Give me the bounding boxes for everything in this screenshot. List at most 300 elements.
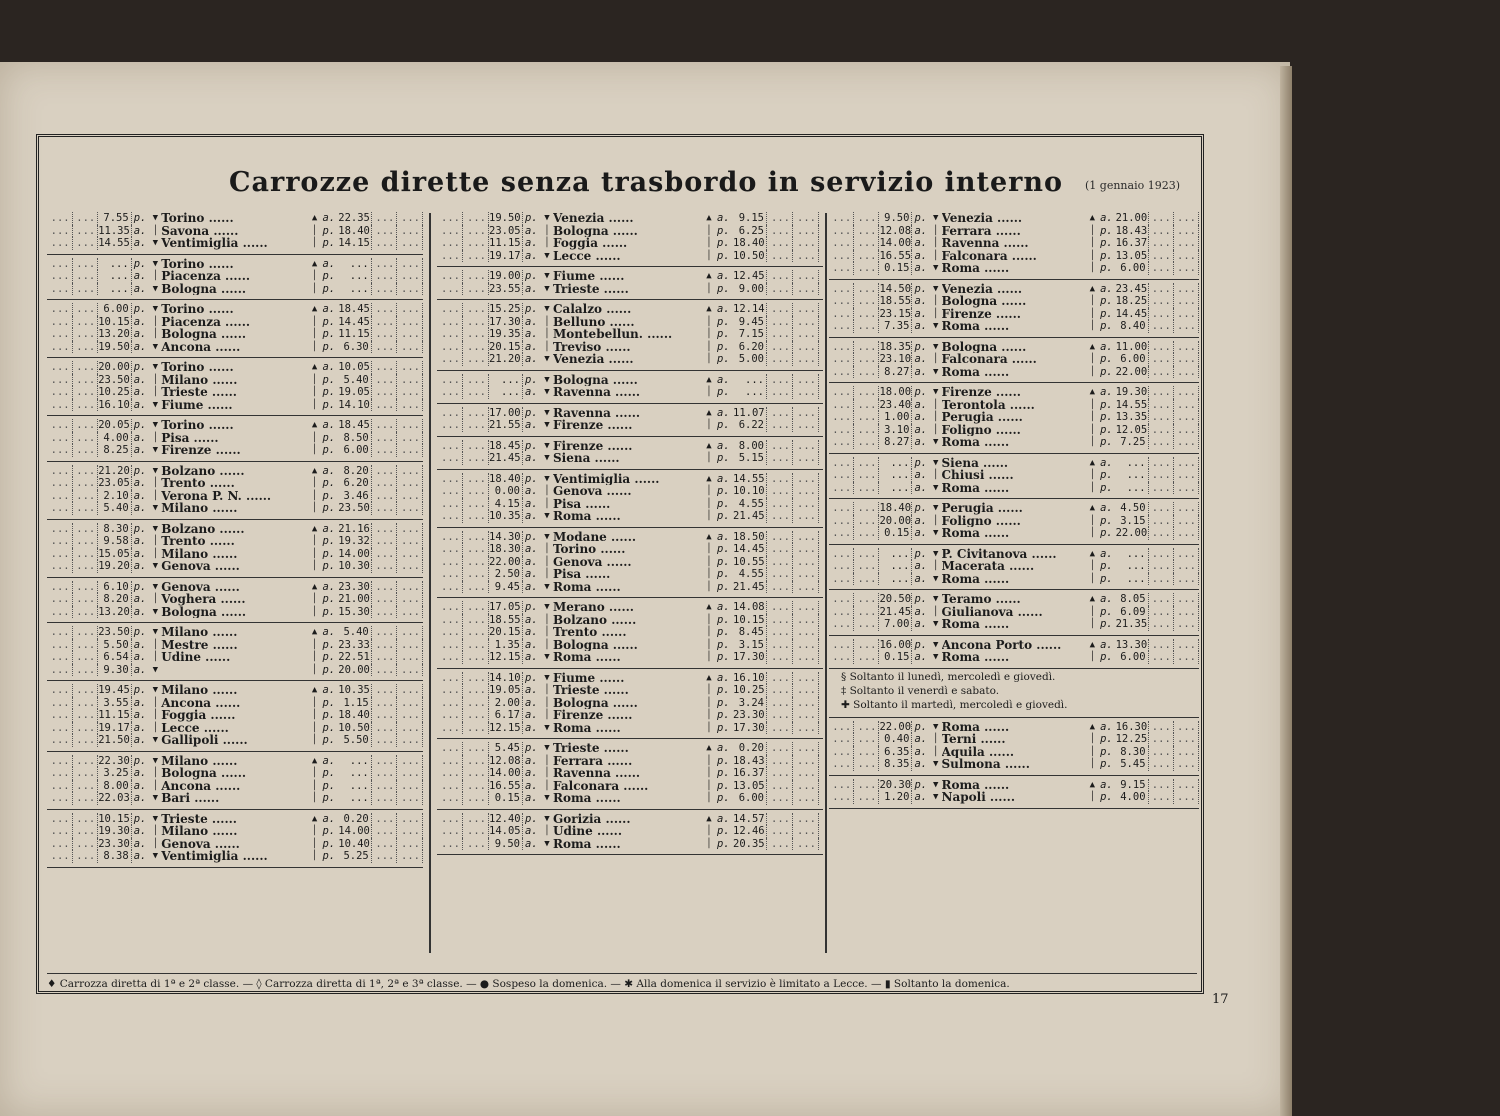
time-cell: ... [829, 436, 854, 449]
station-name: Pisa ...... [161, 431, 219, 444]
arrival-departure-mark: a. [914, 481, 928, 494]
route-block [829, 590, 1199, 636]
arrival-departure-mark: a. [717, 671, 730, 684]
time-cell: ... [793, 303, 819, 316]
arrival-departure-mark: a. [133, 792, 147, 804]
time-cell: ... [437, 709, 463, 722]
arrival-departure-mark: p. [133, 464, 147, 477]
time-cell: ... [372, 303, 398, 316]
timetable-row [47, 258, 423, 271]
station-name: Treviso ...... [553, 340, 631, 353]
departure-time: 13.20 [98, 328, 130, 340]
time-cell: ... [767, 250, 793, 263]
arrival-departure-mark: a. [914, 295, 928, 307]
timetable-row [47, 626, 423, 639]
time-cell: ... [767, 283, 793, 296]
station-name: Genova ...... [161, 580, 240, 593]
direction-arrow-icon: │ [311, 652, 318, 662]
time-cell: ... [1174, 593, 1199, 606]
arrival-time: 21.16 [338, 522, 370, 535]
time-cell: ... [372, 792, 398, 805]
arrival-departure-mark: a. [133, 767, 147, 779]
time-cell: ... [1149, 283, 1174, 296]
timetable-row [829, 502, 1199, 515]
time-cell: ... [854, 250, 879, 263]
direction-arrow-icon: ▲ [706, 440, 712, 451]
direction-arrow-icon: │ [152, 639, 159, 650]
arrival-time: ... [1116, 548, 1149, 561]
arrival-departure-mark: a. [914, 651, 928, 663]
station-name: Roma ...... [941, 778, 1010, 791]
time-cell: ... [1149, 651, 1174, 664]
route-block [437, 470, 823, 528]
time-cell: ... [463, 283, 489, 296]
time-cell: ... [793, 225, 819, 238]
time-cell: ... [372, 490, 398, 503]
time-cell: ... [437, 328, 463, 341]
arrival-time: 6.00 [1116, 262, 1149, 275]
station-name: Napoli ...... [941, 791, 1015, 804]
station-name: Firenze ...... [553, 439, 633, 452]
time-cell: ... [437, 419, 463, 432]
departure-time: 16.00 [879, 638, 912, 651]
direction-arrow-icon: │ [1089, 652, 1095, 662]
direction-arrow-icon: │ [706, 780, 712, 791]
timetable-row [437, 237, 823, 250]
time-cell: ... [73, 722, 99, 735]
time-cell: ... [372, 626, 398, 639]
direction-arrow-icon: │ [706, 639, 712, 650]
arrival-time: 19.30 [1115, 386, 1148, 398]
direction-arrow-icon: ▼ [152, 685, 159, 695]
departure-time: 9.58 [98, 535, 131, 548]
direction-arrow-icon: │ [544, 486, 550, 496]
arrival-departure-mark: p. [914, 502, 928, 514]
time-cell: ... [47, 697, 73, 710]
time-cell: ... [397, 606, 423, 619]
arrival-departure-mark: a. [1100, 638, 1113, 651]
station-name: Bologna ...... [161, 282, 247, 295]
direction-arrow-icon: ▼ [932, 366, 939, 377]
direction-arrow-icon: │ [706, 722, 712, 733]
time-cell: ... [463, 225, 489, 238]
time-cell: ... [463, 374, 489, 387]
time-cell: ... [437, 270, 463, 283]
departure-time: 20.05 [98, 419, 130, 431]
time-cell: ... [793, 283, 819, 296]
time-cell: ... [437, 498, 463, 511]
timetable-row [47, 386, 423, 399]
time-cell: ... [1149, 353, 1174, 366]
direction-arrow-icon: │ [1089, 308, 1095, 319]
arrival-departure-mark: a. [322, 754, 336, 767]
route-block [437, 669, 823, 740]
time-cell: ... [463, 838, 489, 851]
direction-arrow-icon: │ [544, 225, 550, 236]
arrival-time: 14.45 [338, 315, 370, 328]
time-cell: ... [73, 548, 99, 561]
time-cell: ... [1149, 502, 1174, 515]
arrival-departure-mark: p. [133, 212, 147, 224]
direction-arrow-icon: ▼ [932, 437, 939, 447]
station-name: Perugia ...... [941, 411, 1023, 424]
departure-time: 11.35 [98, 224, 130, 237]
departure-time: 3.25 [98, 767, 131, 780]
route-block [829, 280, 1199, 338]
station-name: Ventimiglia ...... [161, 237, 268, 250]
timetable-row [47, 341, 423, 354]
time-cell: ... [372, 560, 398, 573]
time-cell: ... [47, 465, 73, 478]
departure-time: ... [489, 374, 523, 387]
time-cell: ... [1174, 791, 1199, 804]
time-cell: ... [854, 791, 879, 804]
time-cell: ... [793, 722, 819, 735]
arrival-departure-mark: a. [133, 224, 147, 237]
route-block [437, 371, 823, 404]
arrival-departure-mark: a. [525, 721, 538, 734]
arrival-departure-mark: p. [717, 709, 730, 721]
arrival-departure-mark: a. [914, 733, 928, 745]
arrival-departure-mark: a. [133, 593, 147, 605]
arrival-departure-mark: p. [322, 315, 336, 328]
time-cell: ... [372, 709, 398, 722]
time-cell: ... [829, 721, 854, 734]
time-cell: ... [829, 779, 854, 792]
arrival-departure-mark: a. [914, 307, 928, 320]
time-cell: ... [437, 452, 463, 465]
departure-time: 6.10 [98, 581, 131, 594]
timetable-row [829, 721, 1199, 734]
arrival-departure-mark: a. [133, 444, 147, 456]
direction-arrow-icon: │ [1089, 606, 1095, 617]
arrival-time: 6.20 [338, 477, 371, 490]
direction-arrow-icon: │ [706, 354, 712, 364]
arrival-departure-mark: a. [525, 386, 538, 398]
direction-arrow-icon: ▼ [152, 465, 159, 476]
time-cell: ... [463, 353, 489, 366]
arrival-departure-mark: a. [525, 651, 538, 663]
arrival-departure-mark: a. [525, 792, 538, 804]
time-cell: ... [437, 303, 463, 316]
station-name: Roma ...... [553, 721, 621, 734]
arrival-departure-mark: p. [717, 555, 730, 568]
time-cell: ... [397, 270, 423, 283]
arrival-departure-mark: p. [322, 560, 336, 572]
direction-arrow-icon: │ [1089, 528, 1095, 538]
arrival-departure-mark: a. [914, 745, 928, 758]
direction-arrow-icon: │ [706, 420, 712, 430]
direction-arrow-icon: │ [1089, 470, 1095, 480]
time-cell: ... [73, 303, 99, 316]
arrival-time: 23.45 [1115, 282, 1148, 295]
timetable-row [47, 477, 423, 490]
time-cell: ... [793, 316, 819, 329]
direction-arrow-icon: ▲ [706, 602, 712, 612]
time-cell: ... [767, 722, 793, 735]
arrival-departure-mark: a. [525, 419, 538, 431]
direction-arrow-icon: │ [544, 498, 550, 509]
timetable-row [47, 767, 423, 780]
time-cell: ... [397, 386, 423, 399]
time-cell: ... [73, 626, 99, 639]
timetable-row [829, 733, 1199, 746]
time-cell: ... [73, 755, 99, 768]
arrival-departure-mark: a. [525, 237, 538, 249]
time-cell: ... [463, 407, 489, 420]
time-cell: ... [437, 374, 463, 387]
direction-arrow-icon: │ [152, 652, 159, 662]
arrival-time: 13.30 [1115, 638, 1148, 651]
arrival-departure-mark: a. [133, 663, 147, 676]
time-cell: ... [854, 262, 879, 275]
route-block [437, 300, 823, 371]
time-cell: ... [372, 258, 398, 271]
time-cell: ... [372, 283, 398, 296]
timetable-row [437, 825, 823, 838]
time-cell: ... [372, 225, 398, 238]
time-cell: ... [829, 212, 854, 225]
time-cell: ... [437, 250, 463, 263]
departure-time: 0.15 [879, 262, 912, 275]
arrival-time: ... [1116, 482, 1149, 495]
time-cell: ... [767, 742, 793, 755]
time-cell: ... [1149, 606, 1174, 619]
arrival-departure-mark: a. [133, 282, 147, 295]
departure-time: 14.05 [489, 825, 523, 838]
direction-arrow-icon: │ [311, 735, 318, 745]
timetable-row [437, 374, 823, 387]
time-cell: ... [767, 568, 793, 581]
timetable-row [47, 606, 423, 619]
arrival-time: 22.35 [338, 212, 370, 224]
station-name: Ancona ...... [161, 696, 241, 709]
time-cell: ... [463, 626, 489, 639]
arrival-departure-mark: a. [133, 605, 147, 618]
arrival-departure-mark: a. [322, 522, 336, 535]
time-cell: ... [47, 850, 73, 863]
arrival-time: 14.08 [733, 601, 767, 614]
legend: ♦ Carrozza diretta di 1ª e 2ª classe. — ◊ Carrozza diretta di 1ª, 2ª e 3ª classe. — ● Sospeso la domenica. — ✱ Alla domenica il servizio è limitato a Lecce. — ▮ Soltanto la domenica. [47, 973, 1197, 990]
departure-time: 6.00 [98, 303, 131, 316]
direction-arrow-icon: ▲ [1089, 639, 1095, 650]
time-cell: ... [1149, 411, 1174, 424]
time-cell: ... [463, 601, 489, 614]
time-cell: ... [437, 601, 463, 614]
arrival-departure-mark: a. [717, 472, 730, 485]
time-cell: ... [854, 341, 879, 354]
arrival-time: 13.05 [1115, 249, 1148, 262]
departure-time: 19.00 [489, 270, 523, 283]
time-cell: ... [397, 237, 423, 250]
time-cell: ... [767, 341, 793, 354]
departure-time: 16.55 [879, 249, 912, 262]
arrival-time: 11.07 [733, 407, 767, 420]
arrival-departure-mark: a. [914, 791, 928, 803]
direction-arrow-icon: ▼ [544, 283, 550, 294]
time-cell: ... [463, 581, 489, 594]
direction-arrow-icon: │ [544, 341, 550, 352]
time-cell: ... [437, 407, 463, 420]
departure-time: 18.55 [879, 295, 912, 307]
station-name: Ancona ...... [161, 340, 241, 353]
time-cell: ... [73, 328, 99, 341]
timetable-row [829, 469, 1199, 482]
time-cell: ... [463, 328, 489, 341]
time-cell: ... [767, 755, 793, 768]
departure-time: 20.00 [879, 514, 912, 527]
direction-arrow-icon: │ [706, 453, 712, 463]
time-cell: ... [397, 722, 423, 735]
arrival-departure-mark: p. [1100, 651, 1113, 663]
time-cell: ... [793, 270, 819, 283]
arrival-departure-mark: a. [914, 423, 928, 436]
arrival-departure-mark: a. [914, 758, 928, 770]
time-cell: ... [793, 672, 819, 685]
timetable-row [437, 651, 823, 664]
departure-time: 19.50 [98, 340, 130, 353]
time-cell: ... [437, 780, 463, 793]
arrival-departure-mark: p. [717, 419, 730, 431]
station-name: Savona ...... [161, 224, 239, 237]
departure-time: 19.20 [98, 560, 130, 572]
arrival-departure-mark: a. [525, 837, 538, 850]
direction-arrow-icon: │ [1089, 515, 1095, 526]
direction-arrow-icon: ▲ [1089, 548, 1095, 559]
time-cell: ... [437, 767, 463, 780]
departure-time: 2.10 [98, 490, 131, 503]
departure-time: 8.38 [98, 850, 131, 863]
station-name: Milano ...... [161, 373, 238, 386]
arrival-departure-mark: a. [525, 543, 538, 555]
departure-time: 20.15 [489, 341, 523, 354]
time-cell: ... [829, 411, 854, 424]
arrival-departure-mark: a. [914, 353, 928, 365]
timetable-row [47, 684, 423, 697]
time-cell: ... [854, 411, 879, 424]
time-cell: ... [397, 755, 423, 768]
direction-arrow-icon: ▼ [932, 619, 939, 629]
time-cell: ... [1149, 733, 1174, 746]
direction-arrow-icon: │ [1089, 399, 1095, 410]
direction-arrow-icon: │ [311, 271, 318, 281]
arrival-departure-mark: p. [525, 742, 538, 754]
direction-arrow-icon: ▼ [932, 548, 939, 559]
direction-arrow-icon: ▼ [932, 639, 939, 650]
departure-time: ... [98, 258, 131, 271]
time-cell: ... [47, 399, 73, 412]
arrival-departure-mark: p. [1100, 307, 1113, 320]
arrival-time: 12.46 [733, 825, 767, 838]
arrival-time: 10.05 [338, 361, 370, 373]
direction-arrow-icon: ▼ [932, 594, 939, 604]
timetable-row [47, 225, 423, 238]
page-number: 17 [1212, 992, 1229, 1007]
time-cell: ... [767, 498, 793, 511]
arrival-departure-mark: p. [1100, 411, 1113, 423]
arrival-departure-mark: a. [914, 249, 928, 262]
departure-time: 21.45 [489, 452, 523, 465]
time-cell: ... [397, 850, 423, 863]
arrival-time: 5.25 [338, 850, 371, 863]
time-cell: ... [1149, 399, 1174, 412]
arrival-departure-mark: a. [322, 257, 336, 270]
direction-arrow-icon: │ [152, 594, 159, 604]
direction-arrow-icon: │ [311, 399, 318, 410]
time-cell: ... [793, 386, 819, 399]
time-cell: ... [372, 548, 398, 561]
time-cell: ... [767, 556, 793, 569]
station-name: Udine ...... [553, 825, 623, 838]
direction-arrow-icon: │ [706, 652, 712, 662]
arrival-departure-mark: p. [525, 373, 538, 386]
arrival-time: ... [733, 374, 767, 387]
direction-arrow-icon: ▼ [152, 664, 159, 675]
departure-time: 5.50 [98, 639, 131, 652]
time-cell: ... [767, 672, 793, 685]
time-cell: ... [1149, 791, 1174, 804]
arrival-time: 8.00 [733, 440, 767, 453]
direction-arrow-icon: ▲ [706, 531, 712, 542]
direction-arrow-icon: │ [311, 722, 318, 733]
direction-arrow-icon: │ [544, 556, 550, 567]
direction-arrow-icon: ▲ [1089, 341, 1095, 352]
arrival-departure-mark: p. [525, 406, 538, 419]
time-cell: ... [437, 838, 463, 851]
route-block [437, 598, 823, 669]
station-name: Foggia ...... [161, 709, 236, 722]
route-block [829, 338, 1199, 384]
direction-arrow-icon: │ [1089, 412, 1095, 422]
time-cell: ... [767, 581, 793, 594]
arrival-departure-mark: a. [322, 212, 336, 224]
time-cell: ... [793, 792, 819, 805]
direction-arrow-icon: ▼ [152, 445, 159, 455]
station-name: Roma ...... [941, 262, 1010, 275]
arrival-time: 23.50 [338, 502, 370, 514]
arrival-departure-mark: p. [1100, 745, 1113, 758]
departure-time: 1.35 [489, 639, 523, 652]
arrival-departure-mark: a. [1100, 547, 1113, 560]
direction-arrow-icon: ▲ [706, 473, 712, 484]
station-name: Aquila ...... [941, 745, 1015, 758]
time-cell: ... [47, 593, 73, 606]
direction-arrow-icon: ▲ [706, 271, 712, 281]
departure-time: 8.35 [879, 758, 912, 771]
arrival-departure-mark: p. [322, 547, 336, 560]
direction-arrow-icon: ▼ [544, 602, 550, 612]
arrival-time: ... [338, 283, 371, 296]
time-cell: ... [854, 469, 879, 482]
timetable-row [437, 639, 823, 652]
departure-time: ... [879, 469, 912, 482]
arrival-departure-mark: a. [525, 767, 538, 779]
direction-arrow-icon: ▲ [1089, 779, 1095, 790]
route-block [47, 300, 423, 358]
time-cell: ... [829, 548, 854, 561]
arrival-departure-mark: p. [322, 605, 336, 618]
direction-arrow-icon: │ [706, 581, 712, 592]
arrival-time: 18.40 [338, 224, 370, 237]
timetable-row [437, 672, 823, 685]
arrival-departure-mark: p. [322, 734, 336, 746]
time-cell: ... [793, 419, 819, 432]
time-cell: ... [829, 250, 854, 263]
time-cell: ... [793, 452, 819, 465]
arrival-departure-mark: p. [322, 340, 336, 353]
timetable-row [437, 270, 823, 283]
arrival-departure-mark: a. [525, 613, 538, 626]
